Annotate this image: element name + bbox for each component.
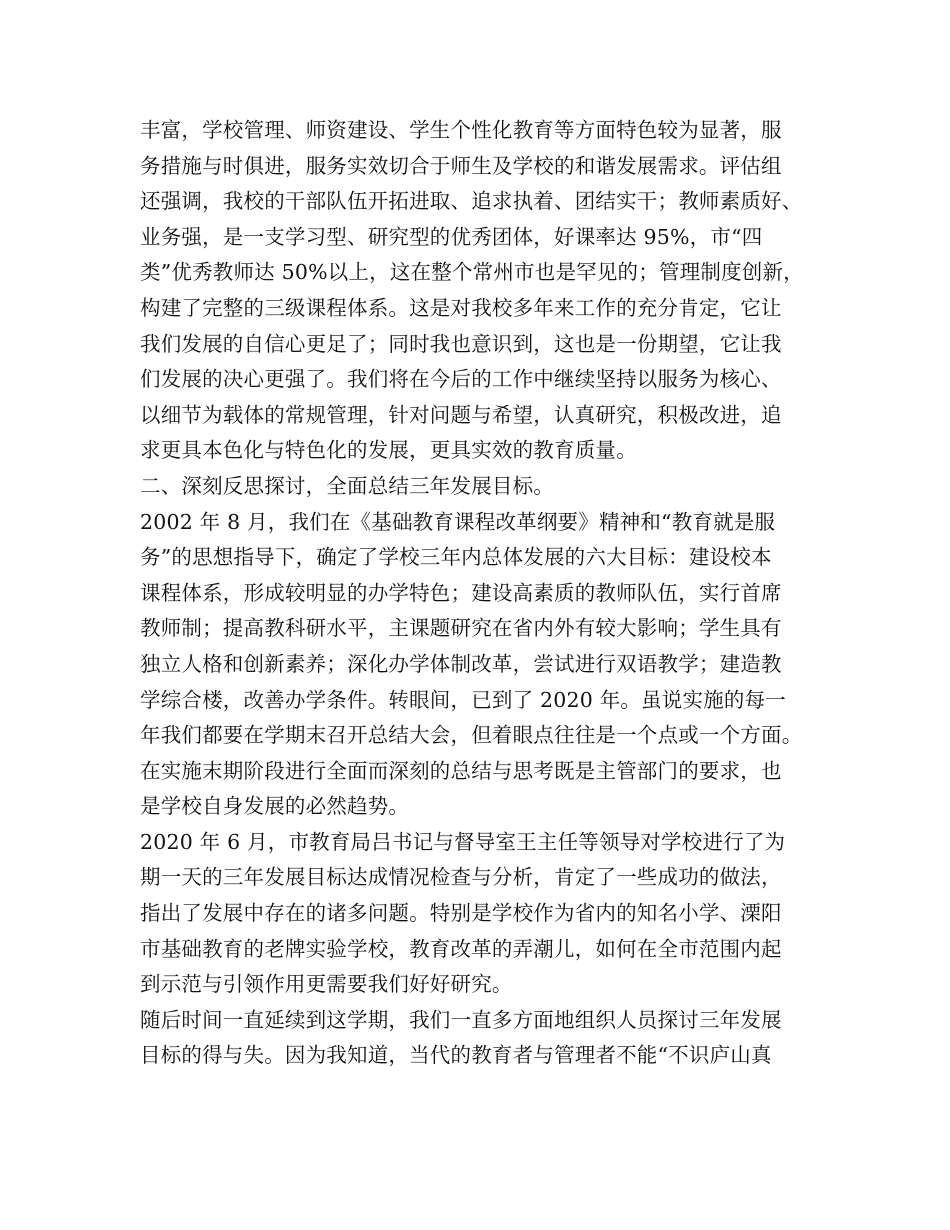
text-line: 期一天的三年发展目标达成情况检查与分析，肯定了一些成功的做法， bbox=[140, 865, 782, 890]
text-line: 在实施末期阶段进行全面而深刻的总结与思考既是主管部门的要求，也 bbox=[140, 758, 782, 783]
text-line: 类”优秀教师达 50%以上，这在整个常州市也是罕见的；管理制度创新， bbox=[140, 260, 804, 285]
text-line: 还强调，我校的干部队伍开拓进取、追求执着、团结实干；教师素质好、 bbox=[140, 189, 803, 214]
text-line: 到示范与引领作用更需要我们好好研究。 bbox=[140, 972, 513, 997]
text-line: 学综合楼，改善办学条件。转眼间，已到了 2020 年。虽说实施的每一 bbox=[140, 687, 787, 712]
text-line: 们发展的决心更强了。我们将在今后的工作中继续坚持以服务为核心、 bbox=[140, 367, 782, 392]
text-line: 丰富，学校管理、师资建设、学生个性化教育等方面特色较为显著，服 bbox=[140, 118, 782, 142]
text-line: 指出了发展中存在的诸多问题。特别是学校作为省内的知名小学、溧阳 bbox=[140, 901, 782, 926]
text-line: 是学校自身发展的必然趋势。 bbox=[140, 794, 410, 819]
text-line: 务措施与时俱进，服务实效切合于师生及学校的和谐发展需求。评估组 bbox=[140, 153, 782, 178]
text-line: 业务强，是一支学习型、研究型的优秀团体，好课率达 95%，市“四 bbox=[140, 224, 763, 249]
text-line: 2002 年 8 月，我们在《基础教育课程改革纲要》精神和“教育就是服 bbox=[140, 509, 776, 534]
text-line: 市基础教育的老牌实验学校，教育改革的弄潮儿，如何在全市范围内起 bbox=[140, 936, 782, 961]
text-line: 求更具本色化与特色化的发展，更具实效的教育质量。 bbox=[140, 438, 637, 463]
text-line: 务”的思想指导下，确定了学校三年内总体发展的六大目标：建设校本 bbox=[140, 545, 772, 570]
body-text bbox=[140, 113, 812, 1074]
text-line: 教师制；提高教科研水平，主课题研究在省内外有较大影响；学生具有 bbox=[140, 616, 782, 641]
text-line: 随后时间一直延续到这学期，我们一直多方面地组织人员探讨三年发展 bbox=[140, 1007, 782, 1032]
text-line: 目标的得与失。因为我知道，当代的教育者与管理者不能“不识庐山真 bbox=[140, 1043, 772, 1068]
text-line: 年我们都要在学期末召开总结大会，但着眼点往往是一个点或一个方面。 bbox=[140, 723, 803, 748]
text-line: 二、深刻反思探讨，全面总结三年发展目标。 bbox=[140, 473, 554, 498]
text-line: 课程体系，形成较明显的办学特色；建设高素质的教师队伍，实行首席 bbox=[140, 580, 782, 605]
text-line: 独立人格和创新素养；深化办学体制改革，尝试进行双语教学；建造教 bbox=[140, 651, 782, 676]
text-line: 我们发展的自信心更足了；同时我也意识到，这也是一份期望，它让我 bbox=[140, 331, 782, 356]
text-line: 以细节为载体的常规管理，针对问题与希望，认真研究，积极改进，追 bbox=[140, 402, 782, 427]
text-line: 2020 年 6 月，市教育局吕书记与督导室王主任等领导对学校进行了为 bbox=[140, 829, 786, 854]
text-line: 构建了完整的三级课程体系。这是对我校多年来工作的充分肯定，它让 bbox=[140, 295, 782, 320]
